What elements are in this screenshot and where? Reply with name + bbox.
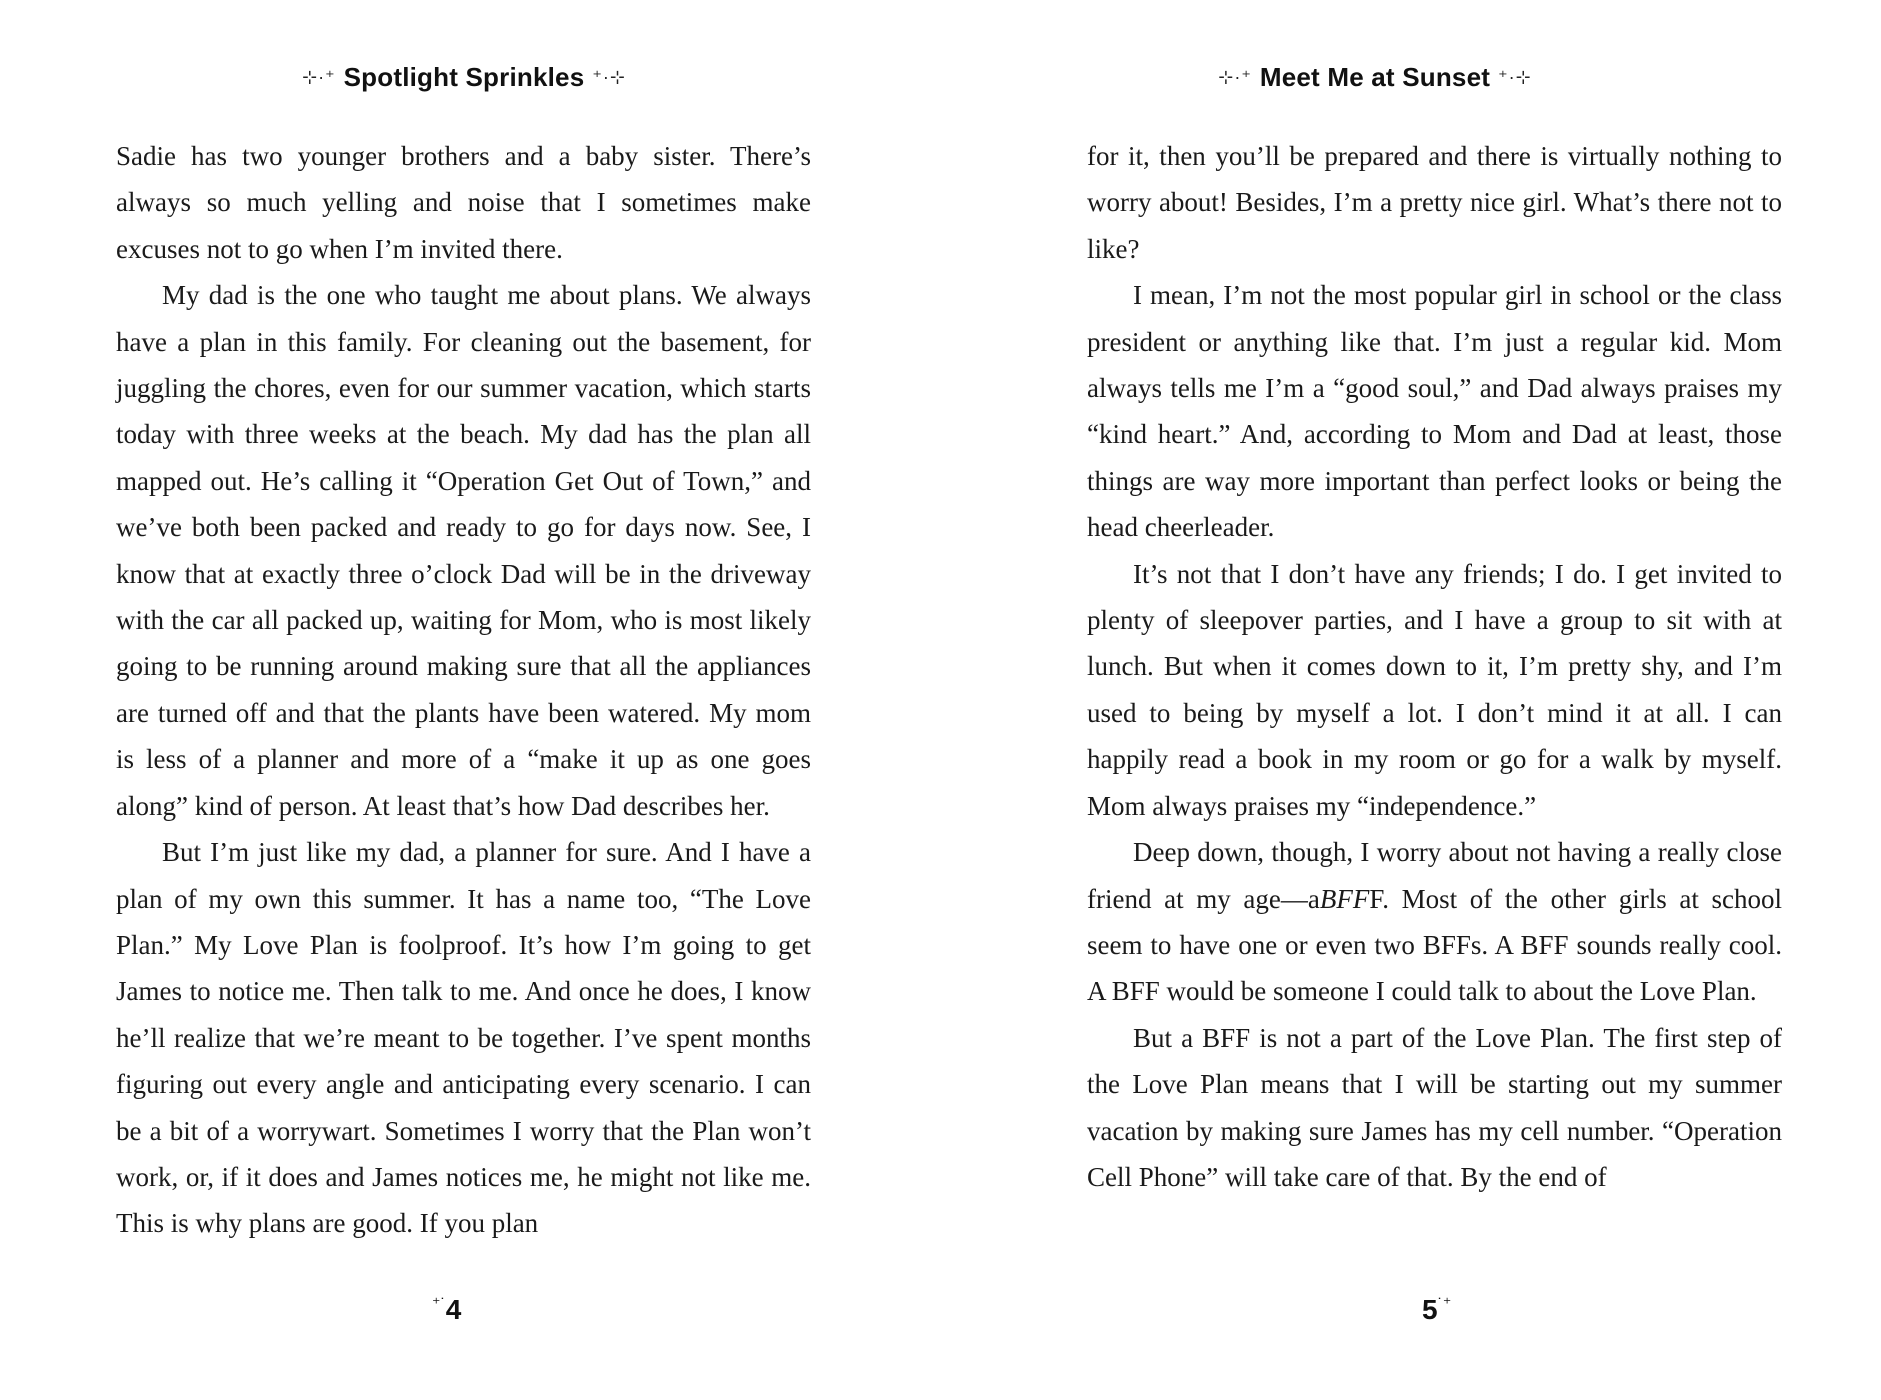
body-text-right: [1087, 133, 1782, 1200]
paragraph: But I’m just like my dad, a planner for sure. And I have a plan of my own this summer. It has a name too, “The Love Plan.” My Love Plan is foolproof. It’s how I’m going to get James to notice me. Then talk to me. And once he does, I know he’ll realize that we’re meant to be together. I’ve spent months figuring out every angle and anticipating every scenario. I can be a bit of a worrywart. Sometimes I worry that the Plan won’t work, or, if it does and James notices me, he might not like me. This is why plans are good. If you plan: [116, 837, 811, 1239]
body-text-left: [116, 133, 811, 1247]
page-number-left: [432, 1294, 461, 1326]
running-head-title: Meet Me at Sunset: [1259, 62, 1491, 92]
paragraph: Sadie has two younger brothers and a baby sister. There’s always so much yelling and noise that I sometimes make excuses not to go when I’m invited there.: [116, 141, 811, 264]
right-page: [941, 0, 1881, 1400]
emphasis: BFF: [1319, 883, 1370, 914]
paragraph: for it, then you’ll be prepared and there is virtually nothing to worry about! Besides, I’m a pretty nice girl. What’s there not to like?: [1087, 141, 1782, 264]
paragraph: It’s not that I don’t have any friends; I do. I get invited to plenty of sleepover parties, and I have a group to sit with at lunch. But when it comes down to it, I’m pretty shy, and I’m used to being by myself a lot. I don’t mind it at all. I can happily read a book in my room or go for a walk by myself. Mom always praises my “independence.”: [1087, 558, 1782, 821]
sparkle-icon: ⁺·⊹: [592, 67, 626, 87]
page-number-right: [1422, 1294, 1451, 1326]
paragraph: But a BFF is not a part of the Love Plan. The first step of the Love Plan means that I will be starting out my summer vacation by making sure James has my cell number. “Operation Cell Phone” will take care of that. By the end of: [1087, 1022, 1782, 1192]
running-head-title: Spotlight Sprinkles: [343, 62, 585, 92]
sparkle-icon: ⊹·⁺: [1218, 67, 1252, 87]
left-page: [0, 0, 940, 1400]
sparkle-icon: ⁺˙: [432, 1296, 446, 1313]
paragraph: Deep down, though, I worry about not having a really close friend at my age—aBFFF. Most of the other girls at school seem to have one or even two BFFs. A BFF sounds really cool. A BFF would be someone I could talk to about the Love Plan.: [1087, 837, 1782, 1007]
page-number: 5: [1422, 1294, 1438, 1325]
running-head-right: [905, 62, 1845, 93]
running-head-left: [0, 62, 934, 93]
paragraph: I mean, I’m not the most popular girl in school or the class president or anything like that. I’m just a regular kid. Mom always tells me I’m a “good soul,” and Dad always praises my “kind heart.” And, according to Mom and Dad at least, those things are way more important than perfect looks or being the head cheerleader.: [1087, 280, 1782, 543]
sparkle-icon: ⊹·⁺: [302, 67, 336, 87]
sparkle-icon: ⁺·⊹: [1498, 67, 1532, 87]
paragraph: My dad is the one who taught me about plans. We always have a plan in this family. For cleaning out the basement, for juggling the chores, even for our summer vacation, which starts today with three weeks at the beach. My dad has the plan all mapped out. He’s calling it “Operation Get Out of Town,” and we’ve both been packed and ready to go for days now. See, I know that at exactly three o’clock Dad will be in the driveway with the car all packed up, waiting for Mom, who is most likely going to be running around making sure that all the appliances are turned off and that the plants have been watered. My mom is less of a planner and more of a “make it up as one goes along” kind of person. At least that’s how Dad describes her.: [116, 280, 811, 821]
sparkle-icon: ˙⁺: [1437, 1296, 1452, 1313]
page-number: 4: [445, 1294, 462, 1325]
